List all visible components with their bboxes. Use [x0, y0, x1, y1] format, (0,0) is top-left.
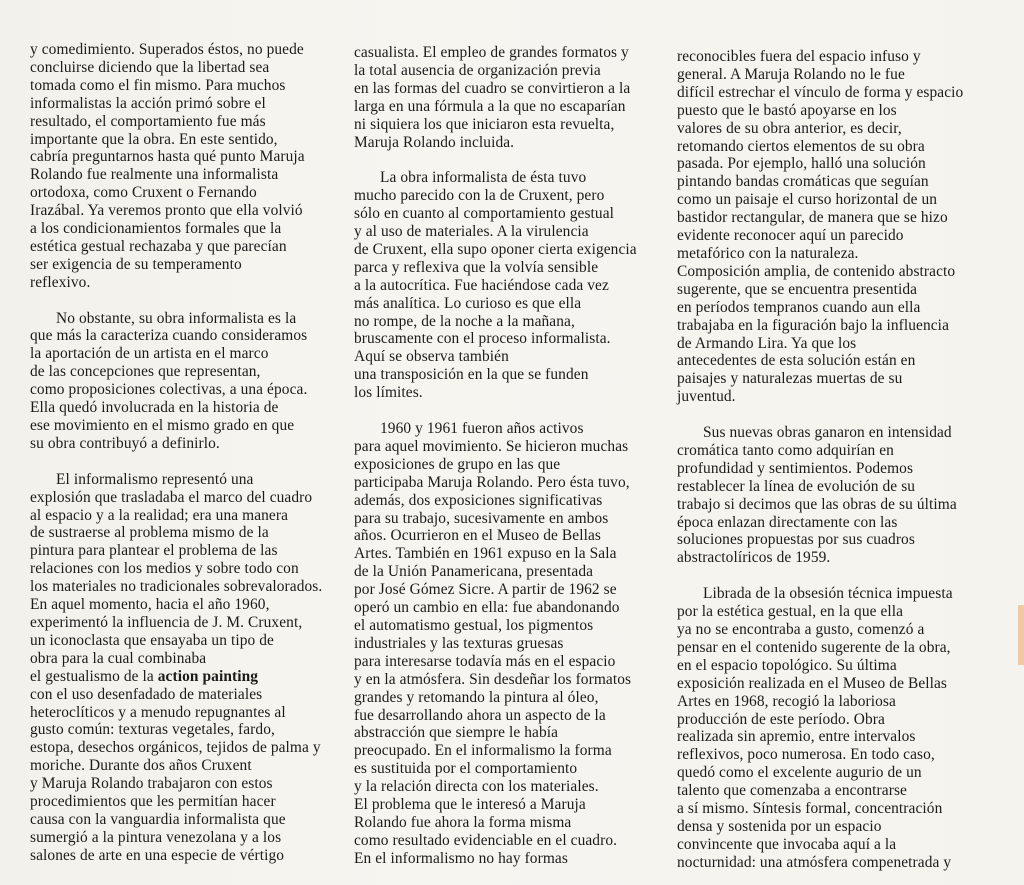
text-line: experimentó la influencia de J. M. Cruxent, — [30, 613, 303, 631]
text-line: Artes. También en 1961 expuso en la Sala — [354, 545, 617, 563]
text-line: y comedimiento. Superados éstos, no puede — [30, 41, 304, 58]
text-line: juventud. — [677, 388, 736, 406]
paragraph — [30, 471, 335, 865]
text-line: ortodoxa, como Cruxent o Fernando — [30, 184, 257, 202]
text-line: como un paisaje el curso horizontal de un — [677, 191, 938, 209]
text-line: antecedentes de esta solución están en — [677, 352, 916, 370]
text-line: su obra contribuyó a definirlo. — [30, 434, 220, 452]
text-line: época enlazan directamente con las — [677, 513, 898, 531]
text-line: resultado, el comportamiento fue más — [30, 112, 266, 130]
text-line: a la autocrítica. Fue haciéndose cada vez — [354, 276, 609, 294]
paragraph — [677, 48, 997, 406]
emphasis-text: action painting — [157, 667, 259, 685]
text-line: metafórico con la naturaleza. — [677, 244, 859, 262]
text-line: Maruja Rolando incluida. — [354, 133, 515, 151]
paragraph-gap — [354, 402, 662, 420]
paragraph — [354, 44, 662, 151]
text-line: informalistas la acción primó sobre el — [30, 94, 266, 112]
text-line: ser exigencia de su temperamento — [30, 255, 242, 273]
text-line: más analítica. Lo curioso es que ella — [354, 294, 582, 312]
text-line: retomando ciertos elementos de su obra — [677, 137, 925, 155]
text-line: reflexivo. — [30, 273, 91, 291]
text-line: valores de su obra anterior, es decir, — [677, 119, 902, 137]
text-line: soluciones propuestas por sus cuadros — [677, 531, 915, 549]
text-line: un iconoclasta que ensayaba un tipo de — [30, 631, 274, 649]
text-line: sugerente, que se encuentra presentida — [677, 280, 918, 298]
text-line: sumergió a la pintura venezolana y a los — [30, 828, 282, 846]
text-line: profundidad y sentimientos. Podemos — [677, 459, 914, 477]
text-line: Artes en 1968, recogió la laboriosa — [677, 692, 896, 710]
text-line: talento que comenzaba a encontrarse — [677, 782, 907, 800]
text-line: moriche. Durante dos años Cruxent — [30, 757, 252, 775]
text-line: industriales y las texturas gruesas — [354, 634, 564, 652]
text-line — [30, 668, 335, 686]
text-line: además, dos exposiciones significativas — [354, 491, 603, 509]
text-line: difícil estrechar el vínculo de forma y espacio — [677, 83, 964, 101]
paragraph — [677, 424, 997, 567]
paragraph — [30, 41, 335, 292]
text-line: la total ausencia de organización previa — [354, 61, 601, 79]
text-line: los límites. — [354, 384, 423, 402]
text-line: de Cruxent, ella supo oponer cierta exigencia — [354, 240, 637, 258]
text-line: participaba Maruja Rolando. Pero ésta tuvo, — [354, 473, 630, 491]
text-fragment: el gestualismo de la — [30, 667, 154, 685]
text-line: concluirse diciendo que la libertad sea — [30, 58, 270, 76]
text-line: parca y reflexiva que la volvía sensible — [354, 258, 599, 276]
text-line: y en la atmósfera. Sin desdeñar los formatos — [354, 670, 632, 688]
text-line: evidente reconocer aquí un parecido — [677, 227, 904, 245]
text-line: los materiales no tradicionales sobrevalorados. — [30, 578, 323, 596]
text-line: En el informalismo no hay formas — [354, 849, 568, 867]
text-line: de sustraerse al problema mismo de la — [30, 524, 269, 542]
text-line: abstractolíricos de 1959. — [677, 549, 831, 567]
text-line: larga en una fórmula a la que no escaparían — [354, 97, 626, 115]
text-line: procedimientos que les permitían hacer — [30, 793, 276, 811]
text-line: densa y sostenida por un espacio — [677, 817, 882, 835]
text-line: No obstante, su obra informalista es la — [56, 309, 297, 327]
text-line: Aquí se observa también — [354, 348, 509, 366]
text-line: y al uso de materiales. A la virulencia — [354, 223, 589, 241]
text-line: preocupado. En el informalismo la forma — [354, 742, 612, 760]
text-line: El problema que le interesó a Maruja — [354, 796, 586, 814]
text-line: una transposición en la que se funden — [354, 366, 589, 384]
paragraph — [354, 420, 662, 868]
text-line: como proposiciones colectivas, a una época. — [30, 381, 308, 399]
paragraph — [354, 169, 662, 402]
text-line: general. A Maruja Rolando no le fue — [677, 65, 905, 83]
text-line: restablecer la línea de evolución de su — [677, 477, 916, 495]
text-line: bruscamente con el proceso informalista. — [354, 330, 611, 348]
text-line: importante que la obra. En este sentido, — [30, 130, 278, 148]
paragraph-gap — [677, 567, 997, 585]
text-line: de la Unión Panamericana, presentada — [354, 563, 594, 581]
text-line: por la estética gestual, en la que ella — [677, 603, 904, 621]
text-line: y la relación directa con los materiales. — [354, 778, 599, 796]
text-line: reflexivos, poco numerosa. En todo caso, — [677, 746, 935, 764]
text-line: por José Gómez Sicre. A partir de 1962 se — [354, 581, 617, 599]
text-line: pintura para plantear el problema de las — [30, 542, 278, 560]
text-line: para interesarse todavía más en el espacio — [354, 652, 616, 670]
text-line: Irazábal. Ya veremos pronto que ella volvió — [30, 202, 303, 220]
text-line: estopa, desechos orgánicos, tejidos de palma y — [30, 739, 321, 757]
text-line: producción de este período. Obra — [677, 710, 885, 728]
text-line: de Armando Lira. Ya que los — [677, 334, 857, 352]
text-line: El informalismo representó una — [56, 470, 254, 488]
text-line: relaciones con los medios y sobre todo con — [30, 560, 299, 578]
text-line: años. Ocurrieron en el Museo de Bellas — [354, 527, 601, 545]
text-line: mucho parecido con la de Cruxent, pero — [354, 187, 605, 205]
text-line: tomada como el fin mismo. Para muchos — [30, 76, 286, 94]
text-line: y Maruja Rolando trabajaron con estos — [30, 775, 273, 793]
text-line: exposición realizada en el Museo de Bellas — [677, 674, 948, 692]
text-line: que más la caracteriza cuando consideramos — [30, 327, 308, 345]
text-line: Composición amplia, de contenido abstracto — [677, 262, 956, 280]
text-line: fue desarrollando ahora un aspecto de la — [354, 706, 606, 724]
column-3 — [677, 48, 997, 872]
text-line: Rolando fue ahora la forma misma — [354, 813, 572, 831]
text-line: ni siquiera los que iniciaron esta revuelta, — [354, 115, 615, 133]
text-line: operó un cambio en ella: fue abandonando — [354, 599, 620, 617]
paragraph-gap — [30, 453, 335, 471]
text-line: pintando bandas cromáticas que seguían — [677, 173, 929, 191]
text-line: sólo en cuanto al comportamiento gestual — [354, 205, 615, 223]
text-line: Ella quedó involucrada en la historia de — [30, 399, 279, 417]
text-line: la aportación de un artista en el marco — [30, 345, 269, 363]
paragraph-gap — [354, 151, 662, 169]
text-line: grandes y retomando la pintura al óleo, — [354, 688, 599, 706]
text-line: trabajo si decimos que las obras de su última — [677, 495, 957, 513]
text-line: en las formas del cuadro se convirtieron a la — [354, 79, 631, 97]
text-line: obra para la cual combinaba — [30, 649, 207, 667]
text-line: En aquel momento, hacia el año 1960, — [30, 596, 270, 614]
text-line: gusto común: texturas vegetales, fardo, — [30, 721, 275, 739]
text-line: ya no se encontraba a gusto, comenzó a — [677, 620, 925, 638]
text-line: realizada sin apremio, entre intervalos — [677, 728, 916, 746]
text-line: Librada de la obsesión técnica impuesta — [703, 585, 953, 603]
text-line: nocturnidad: una atmósfera compenetrada y — [677, 853, 952, 871]
text-line: no rompe, de la noche a la mañana, — [354, 312, 575, 330]
text-line: para su trabajo, sucesivamente en ambos — [354, 509, 609, 527]
text-line: es sustituida por el comportamiento — [354, 760, 578, 778]
text-line: trabajaba en la figuración bajo la influencia — [677, 316, 949, 334]
text-line: pensar en el contenido sugerente de la obra, — [677, 638, 951, 656]
page-edge-mark — [1018, 605, 1024, 665]
text-line: convincente que invocaba aquí a la — [677, 835, 897, 853]
text-line: quedó como el excelente augurio de un — [677, 764, 922, 782]
text-line: en períodos tempranos cuando aun ella — [677, 298, 921, 316]
text-line: cromática tanto como adquirían en — [677, 441, 894, 459]
text-line: a los condicionamientos formales que la — [30, 220, 282, 238]
text-line: para aquel movimiento. Se hicieron muchas — [354, 437, 629, 455]
text-line: abstracción que siempre le había — [354, 724, 559, 742]
text-line: ese movimiento en el mismo grado en que — [30, 417, 295, 435]
text-line: pasada. Por ejemplo, halló una solución — [677, 155, 926, 173]
text-line: salones de arte en una especie de vértigo — [30, 846, 285, 864]
text-line: paisajes y naturalezas muertas de su — [677, 370, 903, 388]
text-line: de las concepciones que representan, — [30, 363, 261, 381]
text-line: casualista. El empleo de grandes formatos y — [354, 44, 629, 61]
paragraph-gap — [30, 292, 335, 310]
text-line: La obra informalista de ésta tuvo — [380, 169, 587, 187]
text-line: a sí mismo. Síntesis formal, concentración — [677, 800, 943, 818]
text-line: puesto que le bastó apoyarse en los — [677, 101, 897, 119]
text-line: bastidor rectangular, de manera que se hizo — [677, 209, 948, 227]
text-line: causa con la vanguardia informalista que — [30, 810, 286, 828]
paragraph — [30, 310, 335, 453]
paragraph-gap — [677, 406, 997, 424]
text-line: estética gestual rechazaba y que parecían — [30, 237, 287, 255]
text-line: con el uso desenfadado de materiales — [30, 685, 263, 703]
text-line: cabría preguntarnos hasta qué punto Maruja — [30, 148, 305, 166]
text-line: Rolando fue realmente una informalista — [30, 166, 279, 184]
text-line: explosión que trasladaba el marco del cuadro — [30, 488, 313, 506]
paragraph — [677, 585, 997, 872]
column-1 — [30, 41, 335, 865]
text-line: reconocibles fuera del espacio infuso y — [677, 48, 921, 65]
text-line: exposiciones de grupo en las que — [354, 455, 561, 473]
column-2 — [354, 44, 662, 868]
text-line: en el espacio topológico. Su última — [677, 656, 897, 674]
text-line: 1960 y 1961 fueron años activos — [380, 420, 584, 437]
text-line: como resultado evidenciable en el cuadro. — [354, 831, 618, 849]
text-line: al espacio y a la realidad; era una manera — [30, 506, 289, 524]
text-line: heteroclíticos y a menudo repugnantes al — [30, 703, 286, 721]
text-line: Sus nuevas obras ganaron en intensidad — [703, 424, 952, 442]
text-line: el automatismo gestual, los pigmentos — [354, 616, 594, 634]
